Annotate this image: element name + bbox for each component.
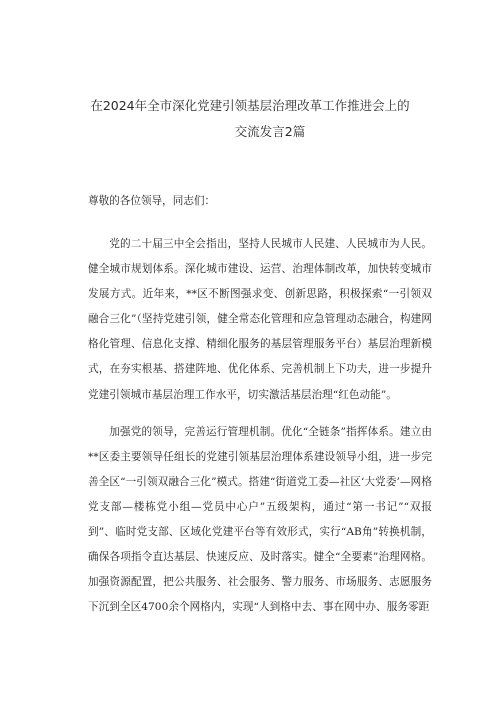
paragraph-2: 加强党的领导，完善运行管理机制。优化“全链条”指挥体系。建立由**区委主要领导任组长的党建引领基层治理体系建设领导小组，进一步完善全区“一引领双融合三化”模式。搭建“街道党工委—社区‘大党委’—网格党支部—楼栋党小组—党员中心户”五级架构，通过“第一书记”“双报到”、临时党支部、区域化党建平台等有效形式，实行“AB角”转换机制，确保各项指令直达基层、快速反应、及时落实。健全“全要素”治理网格。加强资源配置，把公共服务、社会服务、警力服务、市场服务、志愿服务下沉到全区4700余个网格内，实现“人到格中去、事在网中办、服务零距 xyxy=(88,425,432,614)
document-title-line-2: 交流发言2篇 xyxy=(234,124,306,139)
document-body xyxy=(88,232,432,632)
document-title-line-1: 在2024年全市深化党建引领基层治理改革工作推进会上的 xyxy=(90,98,410,113)
salutation: 尊敬的各位领导，同志们： xyxy=(88,195,216,207)
paragraph-1: 党的二十届三中全会指出，坚持人民城市人民建、人民城市为人民。健全城市规划体系。深化城市建设、运营、治理体制改革，加快转变城市发展方式。近年来，**区不断图强求变、创新思路，积极探索“一引领双融合三化”（坚持党建引领，健全常态化管理和应急管理动态融合，构建网格化管理、信息化支撑、精细化服务的基层管理服务平台）基层治理新模式，在夯实根基、搭建阵地、优化体系、完善机制上下功夫，进一步提升党建引领城市基层治理工作水平，切实激活基层治理“红色动能”。 xyxy=(88,238,432,401)
